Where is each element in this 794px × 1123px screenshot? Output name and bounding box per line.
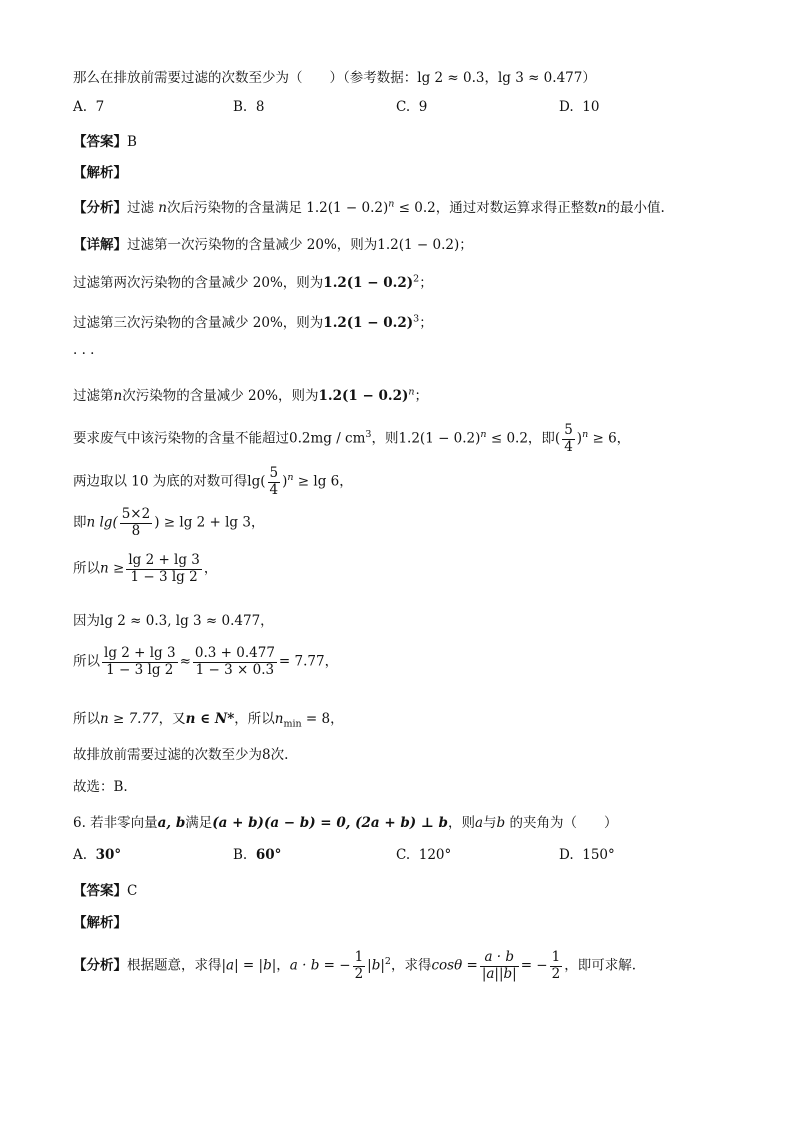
q5-option-b: B. 8 xyxy=(233,99,265,115)
q5-stem-line: 那么在排放前需要过滤的次数至少为（ ）（参考数据：lg 2 ≈ 0.3，lg 3 ≈ 0.477） xyxy=(73,70,596,86)
q5-xiangjie-1: 【详解】过滤第一次污染物的含量减少 20%，则为1.2(1 − 0.2)； xyxy=(73,237,473,253)
q5-suoyi-1: 所以n ≥ $\frac{\lg 2 + \lg 3}{1 - 3 \lg 2}$ ， xyxy=(73,552,218,585)
q5-options xyxy=(73,99,633,119)
q5-requirement: 要求废气中该污染物的含量不能超过$0.2mg / cm^3$，则$1.2(1 - 0.2)^n \le 0.2$，即( $\frac{5}{4}$ )$^n$ ≥ 6， xyxy=(73,422,631,455)
q6-options xyxy=(73,847,633,867)
q6-stem: 6. 若非零向量a, b满足(a + b)(a − b) = 0, (2a + b) ⊥ b，则a与b 的夹角为（ ） xyxy=(73,815,618,831)
q5-xiangjie-3: 过滤第三次污染物的含量减少 20%，则为$1.2(1 - 0.2)^3$； xyxy=(73,313,433,331)
q6-option-a: A. 30° xyxy=(73,847,122,863)
q5-yinwei: 因为lg 2 ≈ 0.3, lg 3 ≈ 0.477， xyxy=(73,613,274,629)
q5-fenxi: 【分析】过滤 n次后污染物的含量满足 $1.2(1 - 0.2)^n \le 0.2$，通过对数运算求得正整数n的最小值. xyxy=(73,198,665,216)
q5-ji-step: 即n lg( $\frac{5\times 2}{8}$ ) ≥ lg 2 + lg 3， xyxy=(73,506,265,539)
q5-conclusion: 故排放前需要过滤的次数至少为8次. xyxy=(73,747,289,763)
q5-answer: 【答案】B xyxy=(73,134,137,150)
q6-answer: 【答案】C xyxy=(73,883,138,899)
q5-ellipsis: · · · xyxy=(73,346,95,362)
q5-option-a: A. 7 xyxy=(73,99,105,115)
q5-option-c: C. 9 xyxy=(396,99,428,115)
q5-suoyi-2: 所以 $\frac{\lg 2 + \lg 3}{1 - 3 \lg 2}$ ≈ $\frac{0.3 + 0.477}{1 - 3 \times 0.3}$ = 7.77， xyxy=(73,645,339,678)
q5-xiangjie-n: 过滤第n次污染物的含量减少 20%，则为$1.2(1 - 0.2)^n$； xyxy=(73,386,428,404)
q5-analysis-heading: 【解析】 xyxy=(73,165,127,181)
q5-option-d: D. 10 xyxy=(559,99,600,115)
q6-option-d: D. 150° xyxy=(559,847,615,863)
q6-analysis-heading: 【解析】 xyxy=(73,915,127,931)
q5-log-step: 两边取以 10 为底的对数可得lg( $\frac{5}{4}$ )$^n$ ≥ lg 6， xyxy=(73,465,353,498)
q6-option-c: C. 120° xyxy=(396,847,452,863)
q5-xiangjie-2: 过滤第两次污染物的含量减少 20%，则为$1.2(1 - 0.2)^2$； xyxy=(73,273,433,291)
q6-option-b: B. 60° xyxy=(233,847,282,863)
q6-fenxi: 【分析】根据题意，求得|a| = |b|，a · b = − $\frac{1}{2}$ $|b|^2$，求得cosθ = $\frac{a \cdot b}{|a||b|}$ = − $\frac{1}{2}$ ，即可求解. xyxy=(73,949,637,982)
q5-choose: 故选：B. xyxy=(73,779,128,795)
q5-suoyi-3: 所以n ≥ 7.77，又n ∈ N*，所以$n_{min} = 8$， xyxy=(73,711,344,730)
